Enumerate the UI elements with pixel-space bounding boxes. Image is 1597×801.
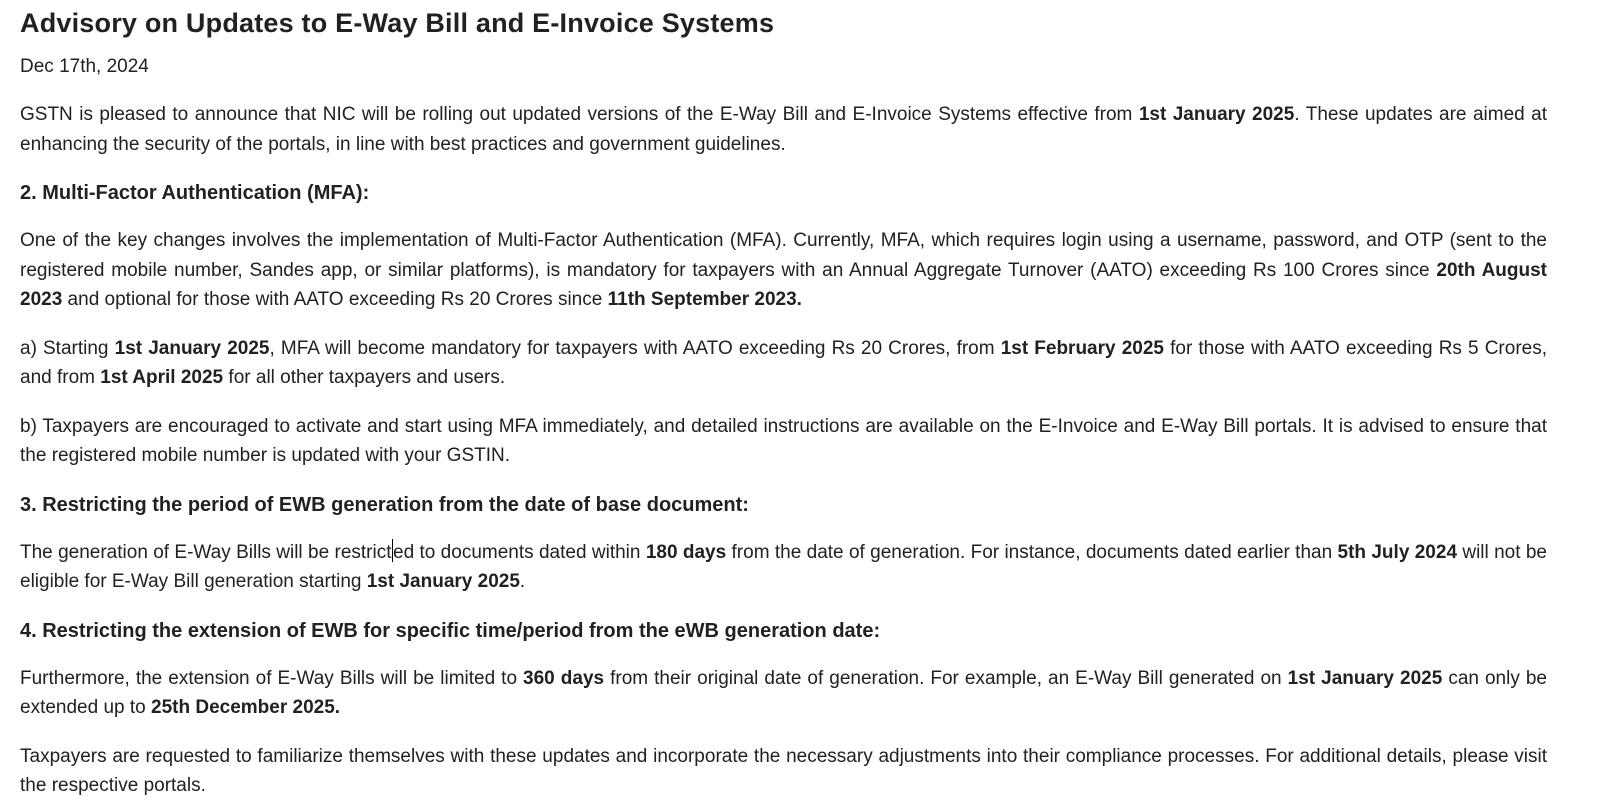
text-run: Furthermore, the extension of E-Way Bills will be limited to	[20, 667, 524, 689]
bold-text-run: 4. Restricting the extension of EWB for specific time/period from the eWB generation date:	[20, 619, 881, 642]
mfa-point-b	[20, 412, 1547, 471]
text-run: and optional for those with AATO exceeding Rs 20 Crores since	[62, 289, 608, 310]
bold-text-run: 2. Multi-Factor Authentication (MFA):	[20, 182, 370, 204]
text-run: for those with AATO exceeding Rs 5 Crores, and from	[20, 337, 1548, 388]
text-run: Taxpayers are requested to familiarize themselves with these updates and incorporate the necessary adjustments into their compliance processes. For additional details, please visit the respective portals.	[20, 745, 1547, 796]
document-body	[20, 100, 1547, 801]
text-run: from the date of generation. For instance, documents dated earlier than	[726, 541, 1338, 563]
bold-text-run: 180 days	[645, 541, 727, 563]
advisory-date: Dec 17th, 2024	[20, 56, 149, 77]
text-run: , MFA will become mandatory for taxpayers with AATO exceeding Rs 20 Crores, from	[269, 337, 1001, 359]
bold-text-run: 3. Restricting the period of EWB generation from the date of base document:	[20, 493, 749, 516]
text-run: for all other taxpayers and users.	[223, 367, 506, 388]
bold-text-run: 25th December 2025.	[151, 697, 341, 718]
ewb-extension-paragraph	[20, 664, 1547, 723]
text-run: One of the key changes involves the implementation of Multi-Factor Authentication (MFA). Currently, MFA, which requires login using a username, password, and OTP (sent to the registered mobile number, Sandes app, or similar platforms), is mandatory for taxpayers with an Annual Aggregate Turnover (AATO) exceeding Rs 100 Crores since	[20, 230, 1547, 281]
bold-text-run: 360 days	[523, 667, 605, 689]
mfa-heading	[20, 180, 1547, 207]
text-run: . These updates are aimed at enhancing the security of the portals, in line with best practices and government guidelines.	[20, 104, 1547, 155]
bold-text-run: 5th July 2024	[1337, 541, 1458, 563]
bold-text-run: 20th August 2023	[20, 259, 1548, 310]
page-title: Advisory on Updates to E-Way Bill and E-Invoice Systems	[20, 8, 775, 38]
ewb-generation-paragraph	[20, 538, 1547, 597]
text-run: a) Starting	[20, 337, 115, 359]
bold-text-run: 1st January 2025	[366, 571, 520, 592]
mfa-paragraph	[20, 226, 1547, 315]
text-run: ed to documents dated within	[393, 541, 646, 563]
ewb-extension-heading	[20, 618, 1547, 645]
intro-paragraph	[20, 100, 1547, 159]
bold-text-run: 1st February 2025	[1000, 337, 1164, 359]
text-run: will not be eligible for E-Way Bill generation starting	[20, 541, 1548, 592]
closing-paragraph	[20, 742, 1547, 801]
bold-text-run: 1st April 2025	[100, 367, 224, 388]
mfa-point-a	[20, 334, 1547, 393]
bold-text-run: 11th September 2023.	[607, 289, 802, 310]
text-run: GSTN is pleased to announce that NIC will be rolling out updated versions of the E-Way Bill and E-Invoice Systems effective from	[20, 104, 1139, 125]
bold-text-run: 1st January 2025	[114, 337, 270, 359]
bold-text-run: 1st January 2025	[1138, 104, 1295, 125]
ewb-generation-heading	[20, 492, 1547, 519]
text-run: can only be extended up to	[20, 667, 1547, 718]
text-run: from their original date of generation. For example, an E-Way Bill generated on	[604, 667, 1288, 689]
text-run: The generation of E-Way Bills will be restrict	[20, 541, 392, 563]
text-run: .	[519, 571, 526, 592]
bold-text-run: 1st January 2025	[1287, 667, 1443, 689]
text-run: b) Taxpayers are encouraged to activate and start using MFA immediately, and detailed instructions are available on the E-Invoice and E-Way Bill portals. It is advised to ensure that the registered mobile number is updated with your GSTIN.	[20, 415, 1547, 466]
